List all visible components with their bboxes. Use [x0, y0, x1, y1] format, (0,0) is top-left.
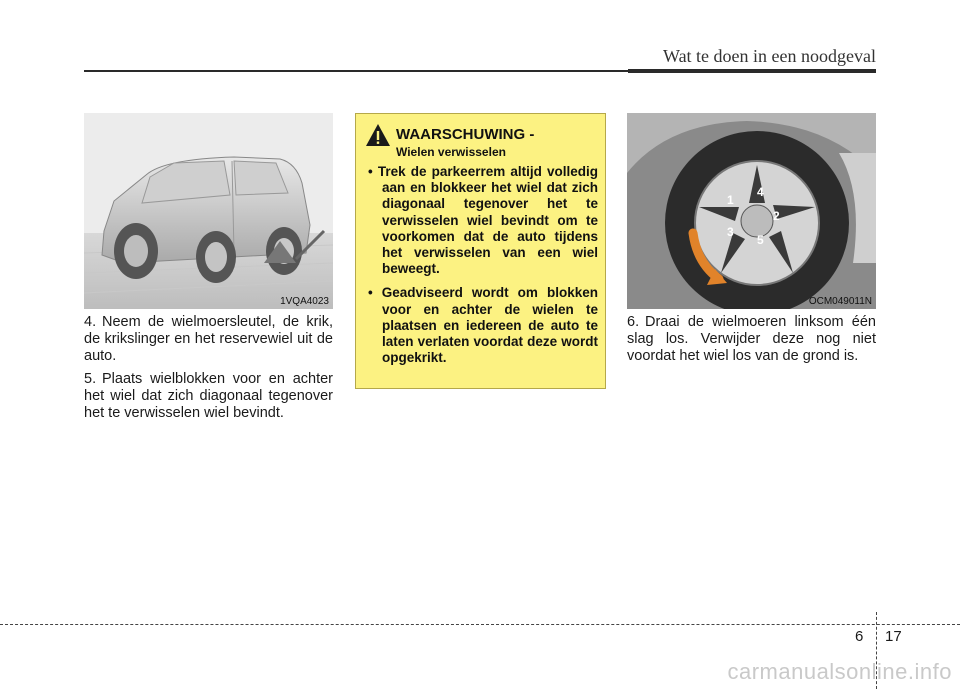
- instruction-step-6: [627, 314, 876, 365]
- page-number: 17: [885, 628, 902, 645]
- warning-bullet: • Trek de parkeerrem altijd volledig aan en blokkeer het wiel dat zich diagonaal tegenover het te verwisselen wiel bevindt om te voorkomen dat de auto tijdens het verwisselen van een wiel beweegt.: [368, 164, 599, 277]
- image-code: 1VQA4023: [280, 296, 329, 307]
- image-code: OCM049011N: [808, 296, 872, 307]
- warning-bullet-text: Trek de parkeerrem altijd volledig aan en blokkeer het wiel dat zich diagonaal tegenover het te verwisselen wiel bevindt om te voorkomen dat de auto tijdens het verwisselen van een wiel beweegt.: [377, 164, 599, 277]
- car-jack-drawing: [84, 113, 333, 309]
- lug-label-1: 1: [727, 193, 734, 207]
- instruction-step-4: [84, 314, 333, 365]
- lug-label-4: 4: [757, 185, 764, 199]
- warning-triangle-icon: [365, 123, 391, 147]
- footer-rule: [0, 624, 960, 625]
- lug-label-2: 2: [773, 209, 780, 223]
- warning-title: WAARSCHUWING -: [396, 126, 535, 143]
- step-number: 6.: [627, 314, 640, 330]
- car-jack-illustration: [84, 113, 333, 309]
- watermark: carmanualsonline.info: [727, 659, 952, 684]
- wheel-lugnut-photo: [627, 113, 876, 309]
- step-number: 4.: [84, 314, 97, 330]
- lug-label-3: 3: [727, 225, 734, 239]
- step-text: Neem de wielmoersleutel, de krik, de krikslinger en het reservewiel uit de auto.: [84, 314, 333, 364]
- step-text: Draai de wielmoeren linksom één slag los. Verwijder deze nog niet voordat het wiel los van de grond is.: [627, 314, 876, 364]
- warning-bullet-text: Geadviseerd wordt om blokken voor en achter de wielen te plaatsen en iedereen de auto te laten verlaten voordat deze wordt opgekrikt.: [381, 285, 598, 366]
- wheel-drawing: [627, 113, 876, 309]
- header-rule-accent: [628, 69, 876, 73]
- chapter-number: 6: [855, 628, 864, 645]
- warning-bullets: [368, 164, 598, 374]
- warning-bullet: • Geadviseerd wordt om blokken voor en achter de wielen te plaatsen en iedereen de auto te laten verlaten voordat deze wordt opgekrikt.: [368, 285, 598, 366]
- right-instructions: [627, 314, 876, 371]
- lug-label-5: 5: [757, 233, 764, 247]
- section-title: Wat te doen in een noodgeval: [663, 46, 876, 66]
- step-text: Plaats wielblokken voor en achter het wiel dat zich diagonaal tegenover het te verwisselen wiel bevindt.: [84, 371, 333, 421]
- warning-box: [355, 113, 606, 389]
- step-number: 5.: [84, 371, 97, 387]
- instruction-step-5: [84, 371, 333, 422]
- left-instructions: [84, 314, 333, 428]
- warning-subtitle: Wielen verwisselen: [396, 145, 506, 159]
